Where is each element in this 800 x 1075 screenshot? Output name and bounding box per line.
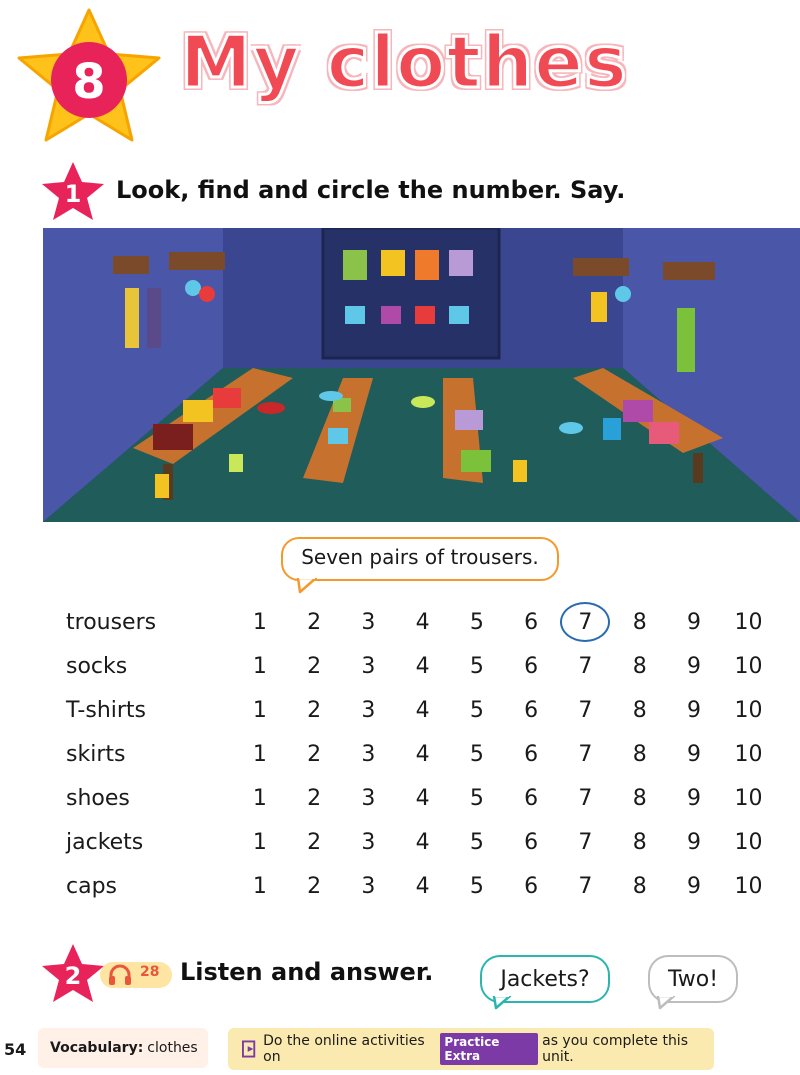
question-bubble-tail <box>492 996 512 1010</box>
number-option[interactable]: 4 <box>415 653 430 679</box>
exercise-2-instruction: Listen and answer. <box>180 958 434 986</box>
speech-bubble-tail <box>296 578 320 594</box>
number-option[interactable]: 8 <box>632 697 647 723</box>
number-option[interactable]: 3 <box>361 741 376 767</box>
table-row <box>66 864 776 908</box>
number-option[interactable]: 4 <box>415 741 430 767</box>
table-row <box>66 688 776 732</box>
number-option[interactable]: 5 <box>469 741 484 767</box>
number-option[interactable]: 6 <box>524 785 539 811</box>
number-option[interactable]: 8 <box>632 609 647 635</box>
exercise-1-number: 1 <box>64 180 82 208</box>
number-option[interactable]: 10 <box>734 873 763 899</box>
number-option[interactable]: 4 <box>415 829 430 855</box>
answer-bubble-tail <box>656 996 676 1010</box>
clothing-word: T-shirts <box>66 697 147 723</box>
number-option[interactable]: 2 <box>307 785 322 811</box>
number-option[interactable]: 2 <box>307 741 322 767</box>
unit-title: My clothes <box>180 20 628 104</box>
unit-number: 8 <box>72 54 106 110</box>
clothing-word: shoes <box>66 785 130 811</box>
vocabulary-value: clothes <box>147 1040 198 1056</box>
vocabulary-label: Vocabulary: <box>50 1040 144 1056</box>
number-option[interactable]: 9 <box>686 697 701 723</box>
number-option[interactable]: 6 <box>524 697 539 723</box>
table-row <box>66 600 776 644</box>
number-option[interactable]: 5 <box>469 829 484 855</box>
number-option[interactable]: 8 <box>632 741 647 767</box>
number-option[interactable]: 3 <box>361 873 376 899</box>
number-option[interactable]: 3 <box>361 829 376 855</box>
number-option[interactable]: 10 <box>734 697 763 723</box>
number-option[interactable]: 10 <box>734 741 763 767</box>
number-option[interactable]: 3 <box>361 653 376 679</box>
headphones-icon[interactable] <box>108 964 132 986</box>
table-row <box>66 644 776 688</box>
number-option[interactable]: 9 <box>686 609 701 635</box>
page-number: 54 <box>4 1040 27 1059</box>
number-option[interactable]: 5 <box>469 873 484 899</box>
number-option[interactable]: 1 <box>252 829 267 855</box>
number-option[interactable]: 5 <box>469 785 484 811</box>
number-option[interactable]: 3 <box>361 697 376 723</box>
number-option[interactable]: 9 <box>686 653 701 679</box>
number-option[interactable]: 1 <box>252 785 267 811</box>
exercise-1-instruction: Look, find and circle the number. Say. <box>116 176 626 204</box>
number-option[interactable]: 8 <box>632 873 647 899</box>
number-option[interactable]: 2 <box>307 873 322 899</box>
example-speech-bubble: Seven pairs of trousers. <box>281 537 559 581</box>
number-option[interactable]: 9 <box>686 873 701 899</box>
number-option[interactable]: 3 <box>361 609 376 635</box>
number-option[interactable]: 4 <box>415 785 430 811</box>
number-option[interactable]: 4 <box>415 697 430 723</box>
table-row <box>66 820 776 864</box>
number-option[interactable]: 1 <box>252 653 267 679</box>
number-option[interactable]: 6 <box>524 741 539 767</box>
number-option[interactable]: 9 <box>686 741 701 767</box>
number-option[interactable]: 6 <box>524 609 539 635</box>
unit-star-badge <box>14 6 164 146</box>
vocabulary-box <box>38 1028 208 1068</box>
practice-extra-link[interactable]: Practice Extra <box>440 1033 538 1065</box>
exercise-2-star <box>40 942 106 1004</box>
counting-table <box>66 600 776 908</box>
clothing-word: jackets <box>66 829 144 855</box>
play-document-icon <box>242 1040 257 1058</box>
number-option[interactable]: 10 <box>734 653 763 679</box>
practice-extra-box <box>228 1028 714 1070</box>
number-option[interactable]: 1 <box>252 741 267 767</box>
number-option[interactable]: 2 <box>307 829 322 855</box>
number-option[interactable]: 7 <box>578 873 593 899</box>
clothing-word: socks <box>66 653 128 679</box>
question-bubble: Jackets? <box>480 955 610 1003</box>
circled-number-option[interactable]: 7 <box>558 600 612 644</box>
number-option[interactable]: 7 <box>578 741 593 767</box>
number-option[interactable]: 8 <box>632 653 647 679</box>
number-option[interactable]: 5 <box>469 653 484 679</box>
clothing-word: skirts <box>66 741 126 767</box>
number-option[interactable]: 7 <box>578 829 593 855</box>
number-option[interactable]: 10 <box>734 829 763 855</box>
number-option[interactable]: 1 <box>252 697 267 723</box>
number-option[interactable]: 6 <box>524 873 539 899</box>
number-option[interactable]: 1 <box>252 609 267 635</box>
number-option[interactable]: 6 <box>524 829 539 855</box>
number-option[interactable]: 7 <box>578 653 593 679</box>
number-option[interactable]: 1 <box>252 873 267 899</box>
changing-room-illustration <box>43 228 800 522</box>
table-row <box>66 732 776 776</box>
audio-track-number: 28 <box>140 964 160 980</box>
number-option[interactable]: 5 <box>469 609 484 635</box>
number-option[interactable]: 5 <box>469 697 484 723</box>
number-option[interactable]: 4 <box>415 873 430 899</box>
number-option[interactable]: 2 <box>307 697 322 723</box>
number-option[interactable]: 8 <box>632 785 647 811</box>
table-row <box>66 776 776 820</box>
answer-bubble: Two! <box>648 955 738 1003</box>
practice-text-after: as you complete this unit. <box>542 1033 688 1065</box>
number-option[interactable]: 6 <box>524 653 539 679</box>
number-option[interactable]: 7 <box>578 785 593 811</box>
exercise-2-number: 2 <box>64 962 82 990</box>
number-option[interactable]: 2 <box>307 609 322 635</box>
exercise-1-star <box>40 160 106 222</box>
number-option[interactable]: 10 <box>734 609 763 635</box>
clothing-word: caps <box>66 873 118 899</box>
number-option[interactable]: 2 <box>307 653 322 679</box>
practice-text-before: Do the online activities on <box>263 1033 425 1065</box>
number-option[interactable]: 8 <box>632 829 647 855</box>
number-option[interactable]: 7 <box>578 697 593 723</box>
number-option[interactable]: 10 <box>734 785 763 811</box>
number-option[interactable]: 3 <box>361 785 376 811</box>
number-option[interactable]: 9 <box>686 829 701 855</box>
clothing-word: trousers <box>66 609 157 635</box>
number-option[interactable]: 4 <box>415 609 430 635</box>
number-option[interactable]: 9 <box>686 785 701 811</box>
